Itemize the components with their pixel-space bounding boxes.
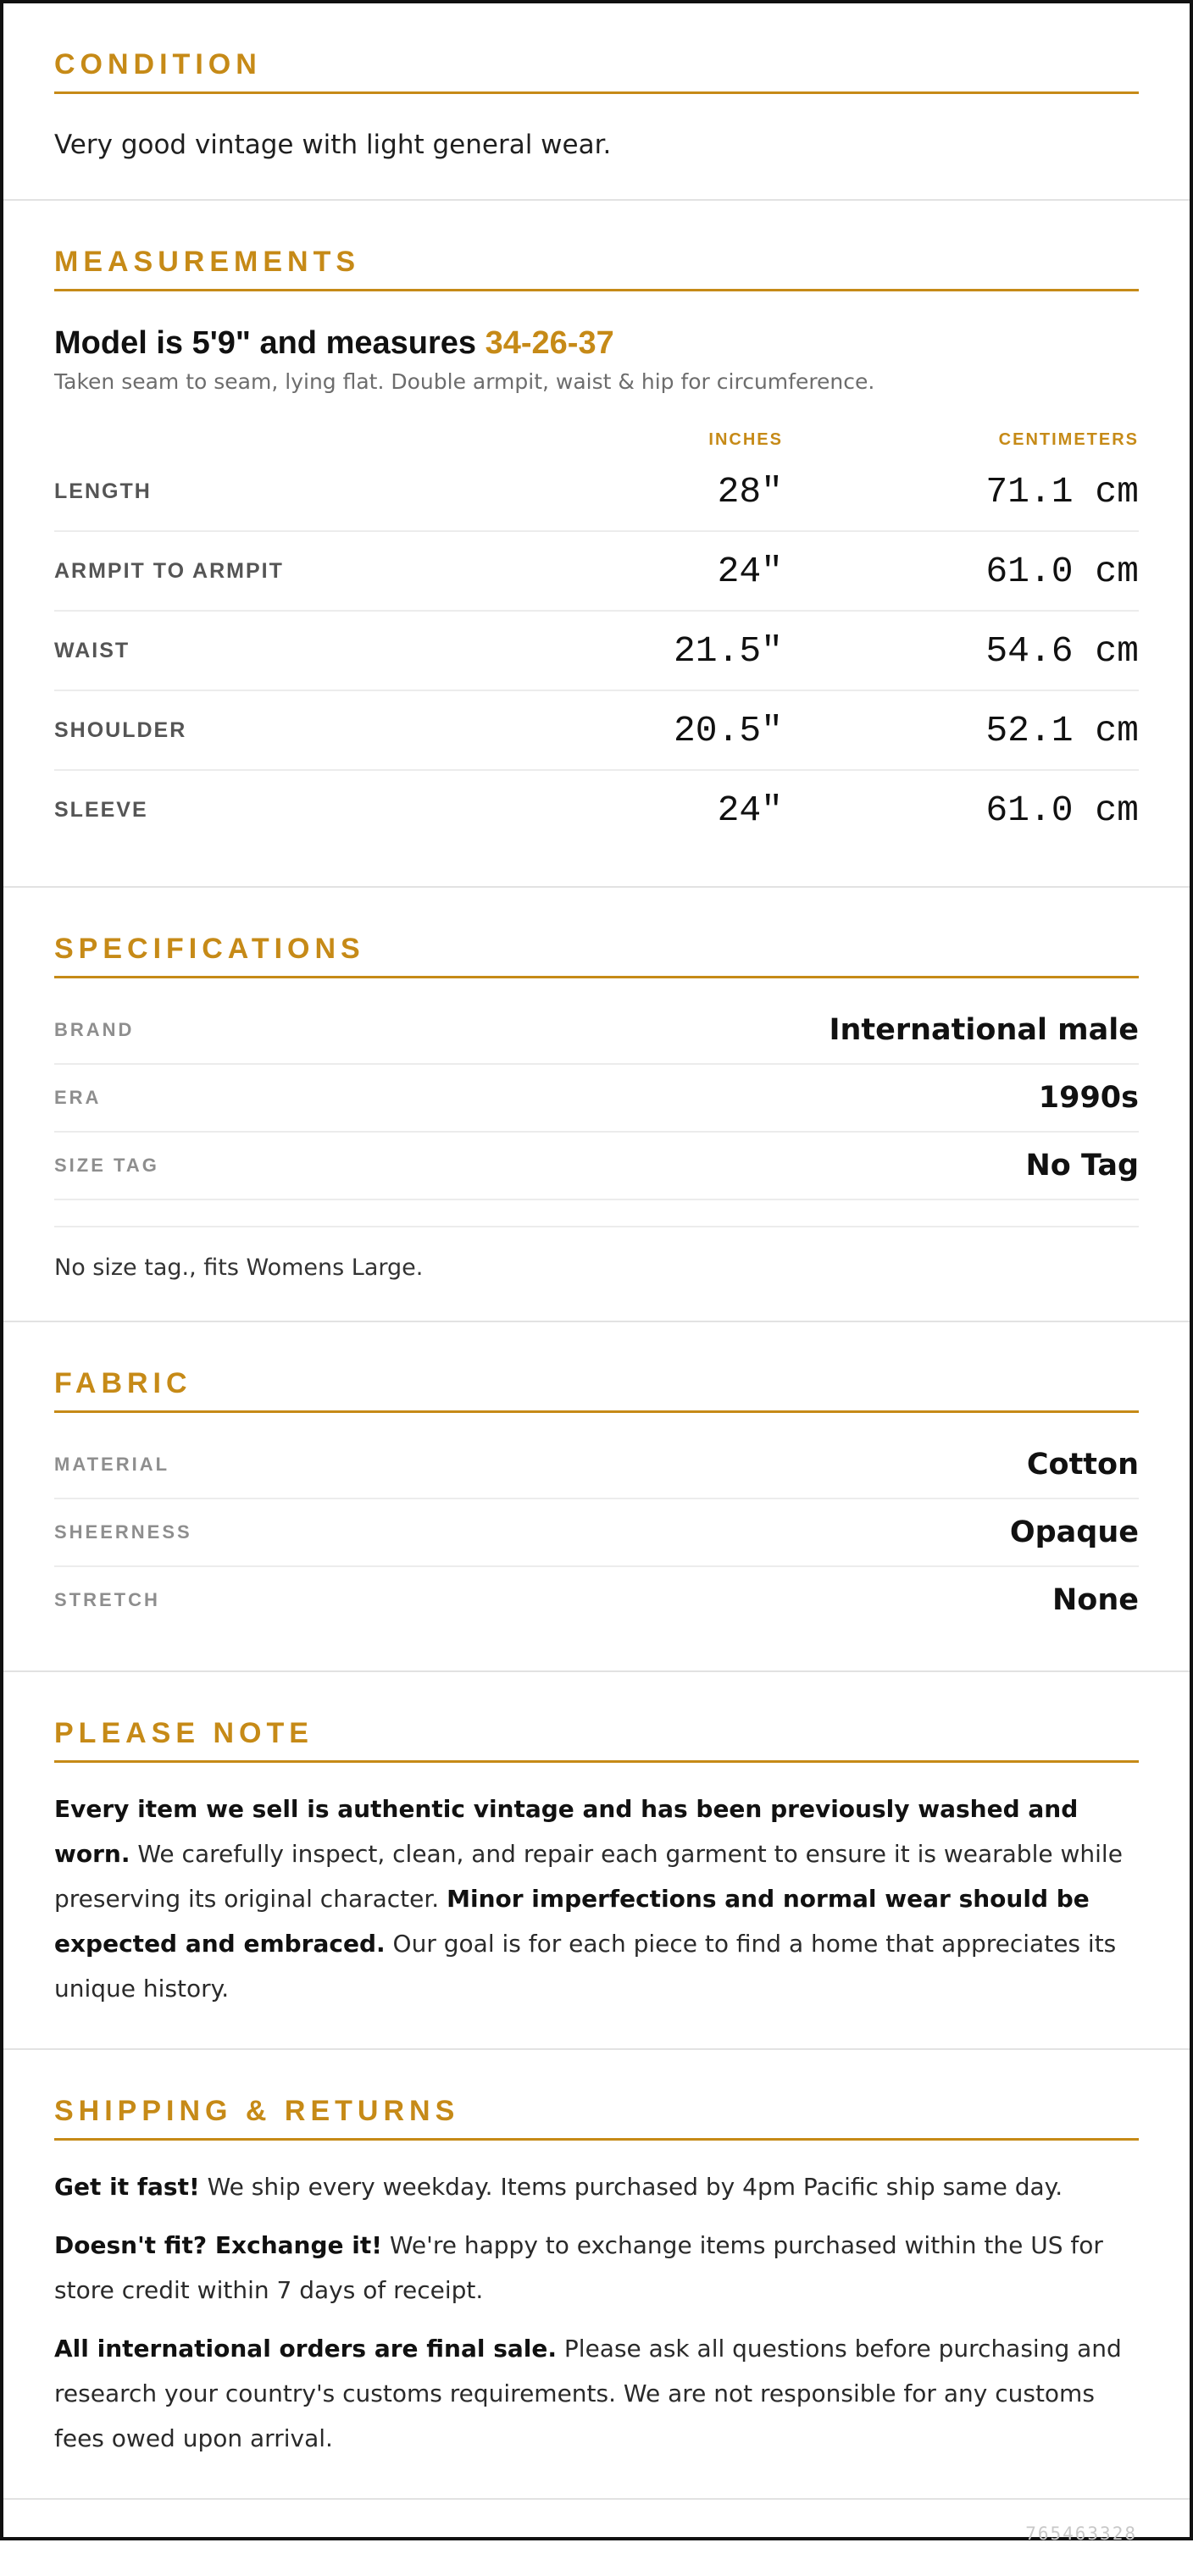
fabric-list [54, 1432, 1139, 1633]
please-note-title: PLEASE NOTE [54, 1716, 1139, 1763]
measurement-row [54, 532, 1139, 612]
spec-value: No Tag [1025, 1149, 1139, 1183]
shipping-bold: Get it fast! [54, 2173, 200, 2201]
measurement-label: LENGTH [54, 479, 152, 503]
model-prefix: Model is 5'9" and measures [54, 325, 486, 361]
shipping-bold: All international orders are final sale. [54, 2335, 558, 2363]
measurement-cm: 61.0 cm [985, 789, 1139, 831]
specifications-title: SPECIFICATIONS [54, 932, 1139, 978]
shipping-text: We ship every weekday. Items purchased by 4pm Pacific ship same day. [199, 2173, 1063, 2201]
shipping-section [3, 2050, 1190, 2500]
shipping-paragraph [54, 2164, 1139, 2209]
fabric-title: FABRIC [54, 1366, 1139, 1413]
measurements-section [3, 201, 1190, 888]
spec-label: ERA [54, 1087, 102, 1108]
note-text-1: We carefully inspect, clean, and repair each garment to ensure it is wearable while preserving its original character. [54, 1840, 1123, 1913]
shipping-paragraph [54, 2326, 1139, 2461]
condition-title: CONDITION [54, 47, 1139, 94]
measurement-inches: 28" [717, 470, 783, 512]
model-measures-value: 34-26-37 [485, 325, 614, 361]
measurement-label: SLEEVE [54, 797, 148, 822]
measurement-row [54, 771, 1139, 849]
measurement-cm: 71.1 cm [985, 470, 1139, 512]
specifications-section [3, 888, 1190, 1322]
note-bold-1: Every item we sell is authentic vintage and has been previously washed and worn. [54, 1795, 1079, 1868]
fabric-label: MATERIAL [54, 1454, 170, 1475]
spec-label: SIZE TAG [54, 1155, 159, 1176]
fabric-value: None [1052, 1583, 1139, 1617]
shipping-title: SHIPPING & RETURNS [54, 2094, 1139, 2141]
fabric-row-sheerness [54, 1499, 1139, 1567]
spec-label: BRAND [54, 1019, 135, 1040]
measurement-inches: 24" [717, 550, 783, 592]
spec-value: International male [829, 1013, 1139, 1047]
fabric-value: Opaque [1009, 1515, 1139, 1549]
condition-text: Very good vintage with light general wear. [54, 130, 612, 160]
note-text-2: Our goal is for each piece to find a home that appreciates its unique history. [54, 1930, 1117, 2003]
measurement-label: SHOULDER [54, 717, 187, 742]
measurement-row [54, 612, 1139, 691]
inches-column-header: INCHES [708, 429, 783, 449]
spec-value: 1990s [1038, 1081, 1139, 1115]
shipping-paragraph [54, 2223, 1139, 2313]
measurement-row [54, 452, 1139, 532]
shipping-text: We're happy to exchange items purchased within the US for store credit within 7 days of receipt. [54, 2231, 1103, 2304]
please-note-section [3, 1672, 1190, 2050]
measurement-label: WAIST [54, 638, 130, 662]
fabric-value: Cotton [1026, 1448, 1139, 1482]
centimeters-column-header: CENTIMETERS [998, 429, 1139, 449]
footer [3, 2500, 1190, 2576]
spec-row-size-tag [54, 1133, 1139, 1200]
shipping-bold: Doesn't fit? Exchange it! [54, 2231, 382, 2259]
condition-section [3, 3, 1190, 201]
measurements-title: MEASUREMENTS [54, 245, 1139, 291]
model-measures-heading [54, 324, 1139, 363]
measurement-inches: 24" [717, 789, 783, 831]
measurement-cm: 52.1 cm [985, 709, 1139, 751]
spec-row-era [54, 1065, 1139, 1133]
product-id: 765463328 [1025, 2523, 1137, 2544]
measurement-label: ARMPIT TO ARMPIT [54, 558, 284, 583]
measurements-header-row [54, 427, 1139, 452]
measurement-inches: 20.5" [673, 709, 783, 751]
note-bold-2: Minor imperfections and normal wear should be expected and embraced. [54, 1885, 1090, 1958]
fabric-row-stretch [54, 1567, 1139, 1633]
specifications-list [54, 997, 1139, 1200]
measurements-table [54, 452, 1139, 849]
shipping-body [54, 2164, 1139, 2461]
shipping-text: Please ask all questions before purchasing and research your country's customs requirements. We are not responsible for any customs fees owed upon arrival. [54, 2335, 1122, 2452]
measurement-inches: 21.5" [673, 629, 783, 672]
fabric-label: STRETCH [54, 1589, 160, 1610]
spec-row-brand [54, 997, 1139, 1065]
specifications-note: No size tag., fits Womens Large. [54, 1226, 1139, 1283]
measurements-note: Taken seam to seam, lying flat. Double armpit, waist & hip for circumference. [54, 369, 875, 394]
measurement-row [54, 691, 1139, 771]
fabric-row-material [54, 1432, 1139, 1499]
fabric-section [3, 1322, 1190, 1672]
measurement-cm: 54.6 cm [985, 629, 1139, 672]
fabric-label: SHEERNESS [54, 1521, 192, 1543]
measurement-cm: 61.0 cm [985, 550, 1139, 592]
please-note-text [54, 1787, 1139, 2011]
